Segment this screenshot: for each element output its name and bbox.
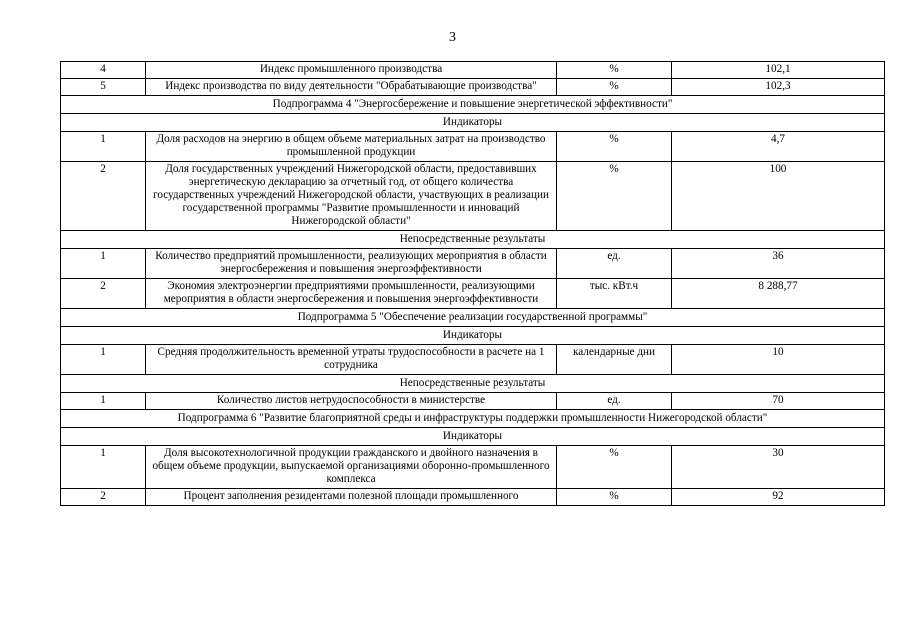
indicator-value: 92 xyxy=(672,489,885,506)
indicator-value: 70 xyxy=(672,393,885,410)
section-title: Непосредственные результаты xyxy=(61,231,885,249)
indicator-value: 102,3 xyxy=(672,79,885,96)
unit-of-measure: % xyxy=(557,162,672,231)
unit-of-measure: тыс. кВт.ч xyxy=(557,279,672,309)
indicators-table xyxy=(60,61,885,506)
row-number: 2 xyxy=(61,279,146,309)
page-number: 3 xyxy=(449,30,456,45)
section-title: Индикаторы xyxy=(61,327,885,345)
unit-of-measure: % xyxy=(557,489,672,506)
table-row xyxy=(61,489,885,506)
unit-of-measure: ед. xyxy=(557,393,672,410)
indicator-name: Процент заполнения резидентами полезной площади промышленного xyxy=(146,489,557,506)
indicator-name: Доля расходов на энергию в общем объеме материальных затрат на производство промышленной продукции xyxy=(146,132,557,162)
indicator-value: 30 xyxy=(672,446,885,489)
section-header-row xyxy=(61,96,885,114)
unit-of-measure: % xyxy=(557,62,672,79)
table-row xyxy=(61,132,885,162)
indicators-table-body xyxy=(61,62,885,506)
table-row xyxy=(61,249,885,279)
indicator-value: 4,7 xyxy=(672,132,885,162)
unit-of-measure: ед. xyxy=(557,249,672,279)
row-number: 2 xyxy=(61,489,146,506)
table-row xyxy=(61,79,885,96)
indicator-value: 100 xyxy=(672,162,885,231)
row-number: 1 xyxy=(61,345,146,375)
section-header-row xyxy=(61,114,885,132)
unit-of-measure: % xyxy=(557,132,672,162)
table-row xyxy=(61,345,885,375)
section-header-row xyxy=(61,428,885,446)
row-number: 1 xyxy=(61,132,146,162)
indicator-value: 36 xyxy=(672,249,885,279)
indicator-name: Экономия электроэнергии предприятиями промышленности, реализующими мероприятия в области энергосбережения и повышения энергоэффективности xyxy=(146,279,557,309)
section-title: Подпрограмма 4 "Энергосбережение и повышение энергетической эффективности" xyxy=(61,96,885,114)
row-number: 1 xyxy=(61,249,146,279)
section-header-row xyxy=(61,231,885,249)
section-header-row xyxy=(61,327,885,345)
row-number: 5 xyxy=(61,79,146,96)
section-header-row xyxy=(61,309,885,327)
indicator-name: Индекс производства по виду деятельности "Обрабатывающие производства" xyxy=(146,79,557,96)
indicator-value: 10 xyxy=(672,345,885,375)
indicator-name: Количество предприятий промышленности, реализующих мероприятия в области энергосбережения и повышения энергоэффективности xyxy=(146,249,557,279)
indicator-value: 102,1 xyxy=(672,62,885,79)
indicator-value: 8 288,77 xyxy=(672,279,885,309)
row-number: 1 xyxy=(61,393,146,410)
section-header-row xyxy=(61,375,885,393)
indicator-name: Индекс промышленного производства xyxy=(146,62,557,79)
section-title: Подпрограмма 6 "Развитие благоприятной среды и инфраструктуры поддержки промышленности Нижегородской области" xyxy=(61,410,885,428)
table-row xyxy=(61,393,885,410)
section-title: Индикаторы xyxy=(61,428,885,446)
indicator-name: Доля высокотехнологичной продукции гражданского и двойного назначения в общем объеме продукции, выпускаемой организациями оборонно-промышленного комплекса xyxy=(146,446,557,489)
unit-of-measure: % xyxy=(557,79,672,96)
indicator-name: Доля государственных учреждений Нижегородской области, предоставивших энергетическую декларацию за отчетный год, от общего количества государственных учреждений Нижегородской области, участвующих в реализации государственной программы "Развитие промышленности и инноваций Нижегородской области" xyxy=(146,162,557,231)
row-number: 2 xyxy=(61,162,146,231)
table-row xyxy=(61,162,885,231)
table-row xyxy=(61,446,885,489)
indicator-name: Количество листов нетрудоспособности в министерстве xyxy=(146,393,557,410)
section-title: Индикаторы xyxy=(61,114,885,132)
row-number: 4 xyxy=(61,62,146,79)
section-header-row xyxy=(61,410,885,428)
table-row xyxy=(61,279,885,309)
table-row xyxy=(61,62,885,79)
section-title: Подпрограмма 5 "Обеспечение реализации государственной программы" xyxy=(61,309,885,327)
indicator-name: Средняя продолжительность временной утраты трудоспособности в расчете на 1 сотрудника xyxy=(146,345,557,375)
unit-of-measure: календарные дни xyxy=(557,345,672,375)
row-number: 1 xyxy=(61,446,146,489)
section-title: Непосредственные результаты xyxy=(61,375,885,393)
unit-of-measure: % xyxy=(557,446,672,489)
